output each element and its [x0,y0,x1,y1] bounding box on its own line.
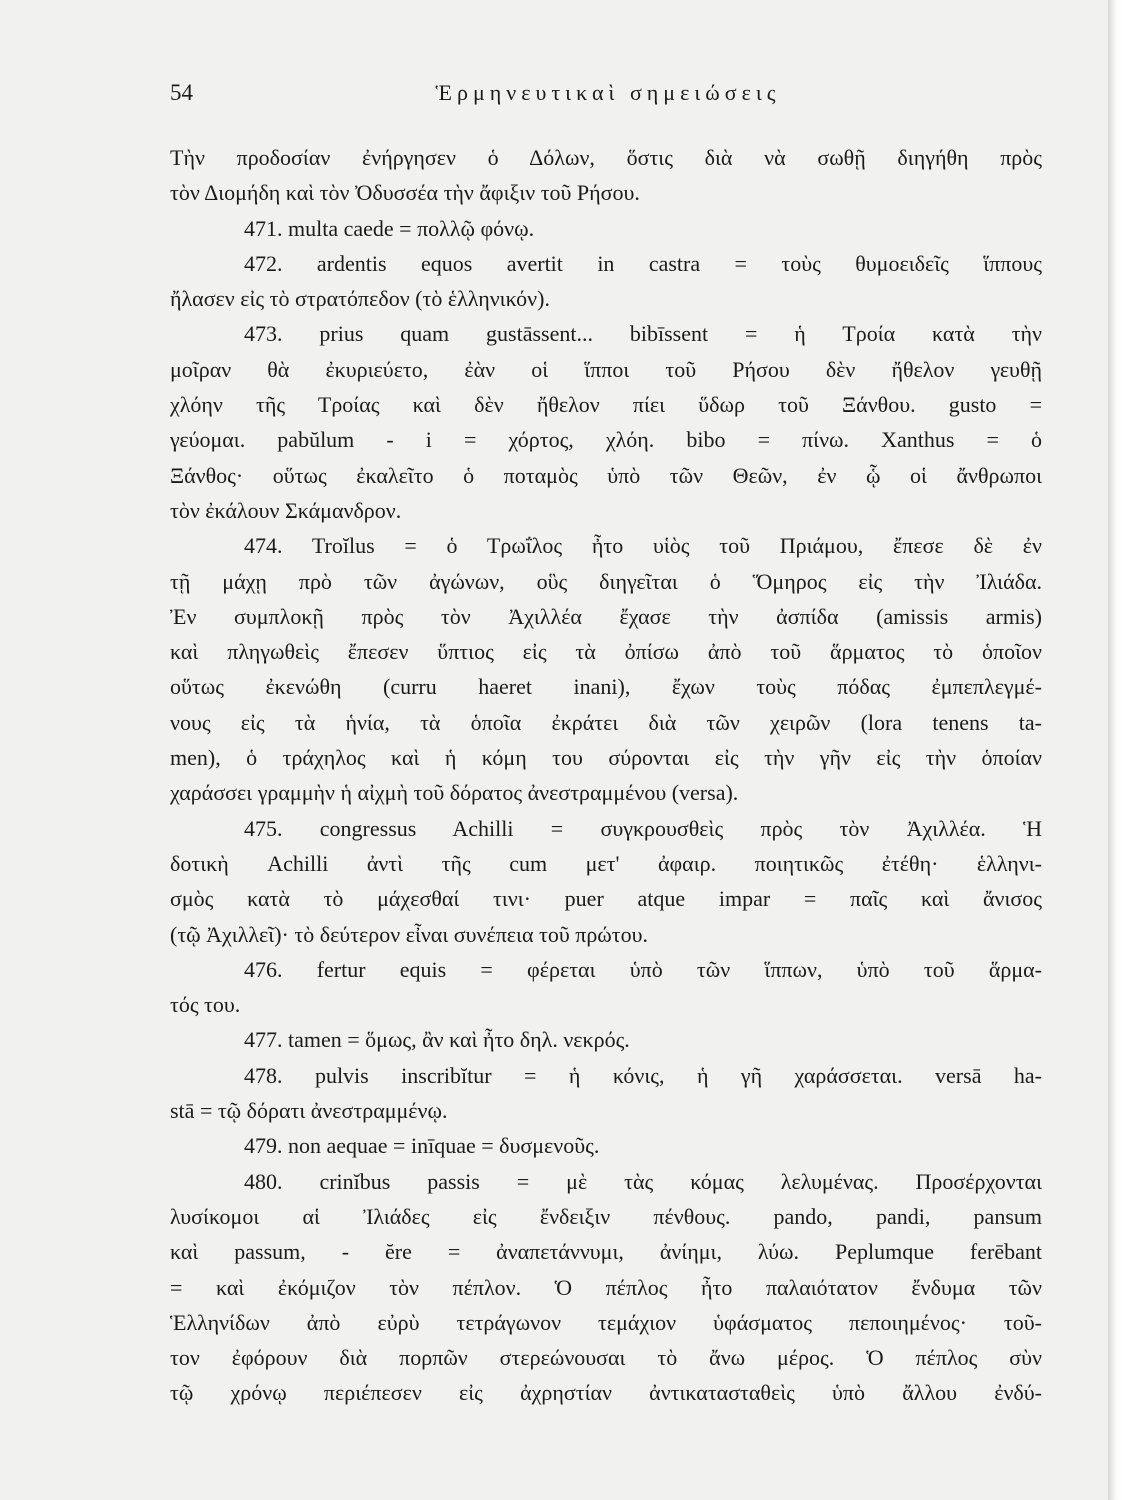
text-line: οὕτως ἐκενώθη (curru haeret inani), ἔχων τοὺς πόδας ἐμπεπλεγμέ- [170,674,1042,700]
text-line: 477. tamen = ὅμως, ἂν καὶ ἦτο δηλ. νεκρός. [244,1027,630,1053]
text-line: λυσίκομοι αἱ Ἰλιάδες εἰς ἔνδειξιν πένθους. pando, pandi, pansum [170,1203,1042,1229]
text-line: τὸν ἐκάλουν Σκάμανδρον. [170,497,402,523]
text-line: Τὴν προδοσίαν ἐνήργησεν ὁ Δόλων, ὅστις διὰ νὰ σωθῇ διηγήθη πρὸς [170,145,1042,170]
text-line: Ξάνθος· οὕτως ἐκαλεῖτο ὁ ποταμὸς ὑπὸ τῶν Θεῶν, ἐν ᾧ οἱ ἄνθρωποι [170,462,1042,488]
text-line: τὸν Διομήδη καὶ τὸν Ὀδυσσέα τὴν ἄφιξιν τοῦ Ρήσου. [170,180,640,206]
text-line: γεύομαι. pabŭlum - i = χόρτος, χλόη. bibo = πίνω. Xanthus = ὁ [170,427,1042,453]
text-line: Ἑλληνίδων ἀπὸ εὐρὺ τετράγωνον τεμάχιον ὑφάσματος πεποιημένος· τοῦ- [170,1309,1042,1335]
text-line: men), ὁ τράχηλος καὶ ἡ κόμη του σύρονται εἰς τὴν γῆν εἰς τὴν ὁποίαν [170,745,1042,771]
text-line: νους εἰς τὰ ἡνία, τὰ ὁποῖα ἐκράτει διὰ τῶν χειρῶν (lora tenens ta- [170,709,1042,735]
text-line: τός του. [170,992,241,1018]
text-line: 475. congressus Achilli = συγκρουσθεὶς πρὸς τὸν Ἀχιλλέα. Ἡ [244,815,1042,841]
text-line: τῷ χρόνῳ περιέπεσεν εἰς ἀχρηστίαν ἀντικατασταθεὶς ὑπὸ ἄλλου ἐνδύ- [170,1380,1042,1406]
text-line: (τῷ Ἀχιλλεῖ)· τὸ δεύτερον εἶναι συνέπεια τοῦ πρώτου. [170,921,649,947]
text-line: 480. crinĭbus passis = μὲ τὰς κόμας λελυμένας. Προσέρχονται [244,1168,1042,1194]
text-line: ἤλασεν εἰς τὸ στρατόπεδον (τὸ ἑλληνικόν). [170,286,550,312]
text-line: καὶ passum, - ĕre = ἀναπετάννυμι, ἀνίημι, λύω. Peplumque ferēbant [170,1239,1042,1265]
text-line: 476. fertur equis = φέρεται ὑπὸ τῶν ἵππων, ὑπὸ τοῦ ἅρμα- [244,956,1042,982]
text-line: 479. non aequae = inīquae = δυσμενοῦς. [244,1133,600,1159]
text-line: μοῖραν θὰ ἐκυριεύετο, ἐὰν οἱ ἵπποι τοῦ Ρήσου δὲν ἤθελον γευθῇ [170,356,1042,382]
text-line: τον ἐφόρουν διὰ πορπῶν στερεώνουσαι τὸ ἄνω μέρος. Ὁ πέπλος σὺν [170,1345,1042,1371]
text-line: τῇ μάχῃ πρὸ τῶν ἀγώνων, οὓς διηγεῖται ὁ Ὅμηρος εἰς τὴν Ἰλιάδα. [170,568,1042,594]
text-line: Ἐν συμπλοκῇ πρὸς τὸν Ἀχιλλέα ἔχασε τὴν ἀσπίδα (amissis armis) [170,603,1042,629]
text-line: 478. pulvis inscribĭtur = ἡ κόνις, ἡ γῆ χαράσσεται. versā ha- [244,1062,1042,1088]
text-line: 473. prius quam gustāssent... bibīssent = ἡ Τροία κατὰ τὴν [244,321,1042,347]
text-line: σμὸς κατὰ τὸ μάχεσθαί τινι· puer atque impar = παῖς καὶ ἄνισος [170,886,1042,912]
text-line: 474. Troĭlus = ὁ Τρωΐλος ἦτο υἱὸς τοῦ Πριάμου, ἔπεσε δὲ ἐν [244,533,1042,559]
commentary-text [170,140,1042,1411]
page-edge [1108,0,1122,1500]
page-header [170,80,1040,120]
text-line: χλόην τῆς Τροίας καὶ δὲν ἤθελον πίει ὕδωρ τοῦ Ξάνθου. gusto = [170,392,1042,418]
text-line: 472. ardentis equos avertit in castra = τοὺς θυμοειδεῖς ἵππους [244,250,1042,276]
text-line: δοτικὴ Achilli ἀντὶ τῆς cum μετ' ἀφαιρ. ποιητικῶς ἐτέθη· ἑλληνι- [170,850,1042,876]
text-line: χαράσσει γραμμὴν ἡ αἰχμὴ τοῦ δόρατος ἀνεστραμμένου (versa). [170,780,739,806]
page-number: 54 [170,80,193,105]
text-line: καὶ πληγωθεὶς ἔπεσεν ὕπτιος εἰς τὰ ὀπίσω ἀπὸ τοῦ ἅρματος τὸ ὁποῖον [170,639,1042,665]
text-line: stā = τῷ δόρατι ἀνεστραμμένῳ. [170,1098,448,1124]
text-line: 471. multa caede = πολλῷ φόνῳ. [244,215,535,241]
text-line: = καὶ ἐκόμιζον τὸν πέπλον. Ὁ πέπλος ἦτο παλαιότατον ἔνδυμα τῶν [170,1274,1042,1300]
running-title: Ἑρμηνευτικαὶ σημειώσεις [435,80,781,105]
